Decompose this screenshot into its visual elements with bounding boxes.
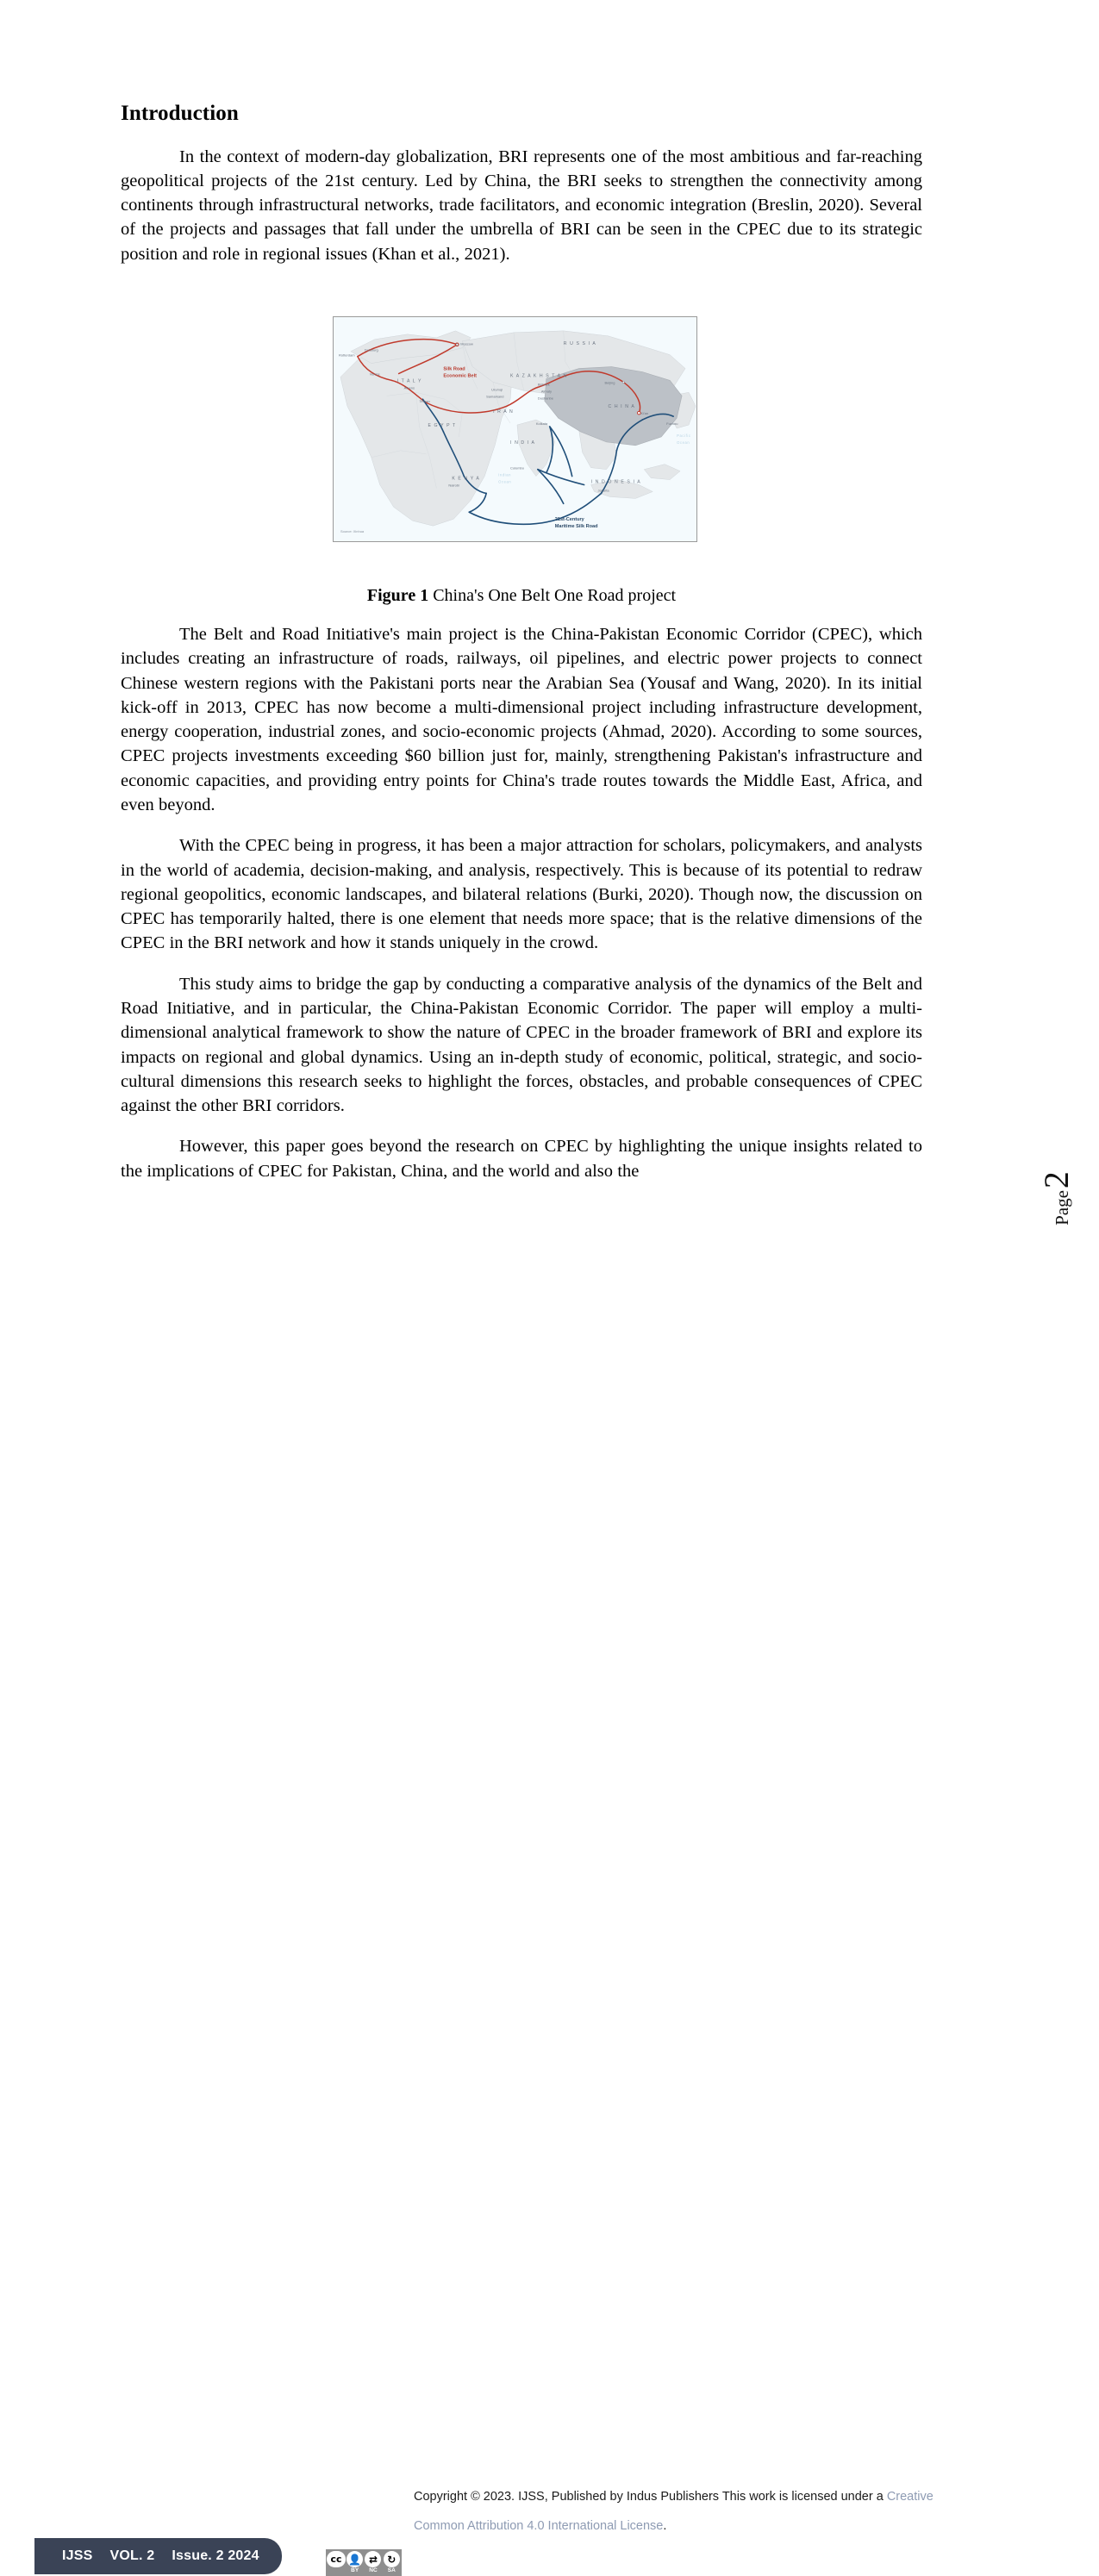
- map-source-note: Source: Xinhua: [340, 529, 365, 534]
- map-city-fuzhou: Fuzhou: [666, 421, 678, 427]
- journal-issue: Issue. 2 2024: [172, 2548, 259, 2563]
- copyright-period: .: [663, 2519, 667, 2534]
- map-label-indian-ocean-2: Ocean: [498, 479, 512, 484]
- cc-mark-by: 👤 BY: [346, 2550, 364, 2575]
- page-number-value: 2: [1037, 1170, 1077, 1188]
- map-route-label-maritime-line2: Maritime Silk Road: [554, 524, 598, 530]
- figure-1-image: [333, 316, 697, 542]
- paragraph-cpec-attention: With the CPEC being in progress, it has been a major attraction for scholars, policymakers, and analysts in the world of academia, decision-making, and analysis, respectively. This is because of its potential to redraw regional geopolitics, economic landscapes, and bilateral relations (Burki, 2020). Though now, the discussion on CPEC has temporarily halted, there is one element that needs more space; that is the relative dimensions of the CPEC in the BRI network and how it stands uniquely in the crowd.: [121, 836, 922, 953]
- map-city-moscow: Moscow: [460, 341, 473, 346]
- map-label-russia: R U S S I A: [563, 340, 596, 346]
- map-label-china: C H I N A: [608, 404, 635, 410]
- figure-frame: [333, 316, 697, 542]
- intro-section: [121, 102, 922, 266]
- copyright-text: Copyright © 2023. IJSS, Published by Indus Publishers This work is licensed under a: [414, 2490, 887, 2504]
- cc-mark-sa: ↻ SA: [383, 2550, 401, 2575]
- map-city-urumqi: Urumqi: [491, 387, 503, 392]
- map-city-bishkek: Bishkek: [537, 382, 550, 387]
- map-label-pacific-ocean-2: Ocean: [677, 440, 690, 445]
- cc-mark-nc: ⇄ NC: [364, 2550, 382, 2575]
- paragraph-cpec-overview: The Belt and Road Initiative's main project is the China-Pakistan Economic Corridor (CPEC), which includes creating an infrastructure of roads, railways, oil pipelines, and electric power projects to connect Chinese western regions with the Pakistani ports near the Arabian Sea (Yousaf and Wang, 2020). In its initial kick-off in 2013, CPEC has now become a multi-dimensional project including infrastructure development, energy cooperation, industrial zones, and socio-economic projects (Ahmad, 2020). According to some sources, CPEC projects investments exceeding $60 billion just for, mainly, strengthening Pakistan's infrastructure and economic capacities, and providing entry points for China's trade routes towards the Middle East, Africa, and even beyond.: [121, 625, 922, 814]
- map-city-athens: Athens: [403, 385, 415, 390]
- page-footer: [0, 1241, 1099, 2574]
- journal-issue-badge: [34, 2538, 282, 2574]
- map-label-kenya: K E N Y A: [452, 476, 480, 482]
- paragraph-study-aims: This study aims to bridge the gap by conducting a comparative analysis of the dynamics of the Belt and Road Initiative, and in particular, the China-Pakistan Economic Corridor. The paper will employ a multi-dimensional analytical framework to show the nature of CPEC in the broader framework of BRI and explore its impacts on regional and global dynamics. Using an in-depth study of economic, political, strategic, and socio-cultural dimensions this research seeks to highlight the forces, obstacles, and probable consequences of CPEC against the other BRI corridors.: [121, 974, 922, 1116]
- map-city-samarkand: Samarkand: [486, 394, 504, 399]
- page-number-label: Page: [1052, 1189, 1073, 1226]
- journal-abbreviation: IJSS: [62, 2548, 93, 2563]
- paragraph-beyond-research: However, this paper goes beyond the research on CPEC by highlighting the unique insights related to the implications of CPEC for Pakistan, China, and the world and also the: [121, 1137, 922, 1181]
- map-label-pacific-ocean: Pacific: [677, 433, 691, 438]
- map-city-almaty: Almaty: [540, 389, 553, 394]
- body-section: [121, 622, 922, 1183]
- map-city-rotterdam: Rotterdam: [338, 352, 355, 358]
- map-city-xian: Xi'an: [640, 411, 649, 416]
- license-link-part2[interactable]: Common Attribution 4.0 International License: [414, 2519, 664, 2534]
- map-label-italy: I T A L Y: [397, 378, 422, 384]
- figure-caption-label: Figure 1: [366, 586, 429, 605]
- map-label-indian-ocean: Indian: [498, 472, 512, 477]
- figure-caption-text: China's One Belt One Road project: [433, 586, 677, 605]
- map-route-label-belt-line1: Silk Road: [443, 366, 465, 372]
- creative-commons-license-icon[interactable]: [326, 2549, 402, 2576]
- map-city-kolkata: Kolkata: [535, 421, 548, 427]
- map-city-dushanbe: Dushanbe: [537, 396, 554, 401]
- copyright-notice: [414, 2482, 948, 2541]
- cc-label-nc: NC: [369, 2567, 378, 2574]
- map-label-egypt: E G Y P T: [428, 423, 457, 429]
- paragraph-intro: In the context of modern-day globalization, BRI represents one of the most ambitious and far-reaching geopolitical projects of the 21st century. Led by China, the BRI seeks to strengthen the connectivity among continents through infrastructural networks, trade facilitators, and economic integration (Breslin, 2020). Several of the projects and passages that fall under the umbrella of BRI can be seen in the CPEC due to its strategic position and role in regional issues (Khan et al., 2021).: [121, 147, 922, 264]
- page-number: [980, 1146, 1083, 1250]
- license-link-part1[interactable]: Creative: [886, 2490, 934, 2504]
- map-city-jakarta: Jakarta: [597, 488, 609, 493]
- map-city-tehran: Tehran: [419, 399, 430, 404]
- cc-label-by: BY: [351, 2567, 359, 2574]
- map-city-beijing: Beijing: [604, 380, 615, 385]
- one-belt-one-road-map: [334, 317, 696, 541]
- map-label-iran: I R A N: [493, 409, 514, 415]
- map-city-colombo: Colombo: [510, 465, 524, 471]
- map-route-label-belt-line2: Economic Belt: [443, 373, 477, 379]
- map-city-venice: Venice: [369, 371, 380, 377]
- map-label-india: I N D I A: [510, 440, 536, 446]
- figure-1-caption: [121, 584, 922, 607]
- page-title: Introduction: [121, 102, 239, 125]
- map-label-indonesia: I N D O N E S I A: [590, 479, 641, 485]
- cc-mark-cc: cc: [327, 2550, 346, 2575]
- cc-label-sa: SA: [387, 2567, 396, 2574]
- map-city-nairobi: Nairobi: [448, 483, 459, 488]
- map-route-label-maritime-line1: 21st-Century: [554, 517, 584, 523]
- map-city-duisburg: Duisburg: [364, 347, 378, 352]
- journal-volume: VOL. 2: [109, 2548, 155, 2563]
- map-label-kazakhstan: K A Z A K H S T A N: [510, 373, 568, 379]
